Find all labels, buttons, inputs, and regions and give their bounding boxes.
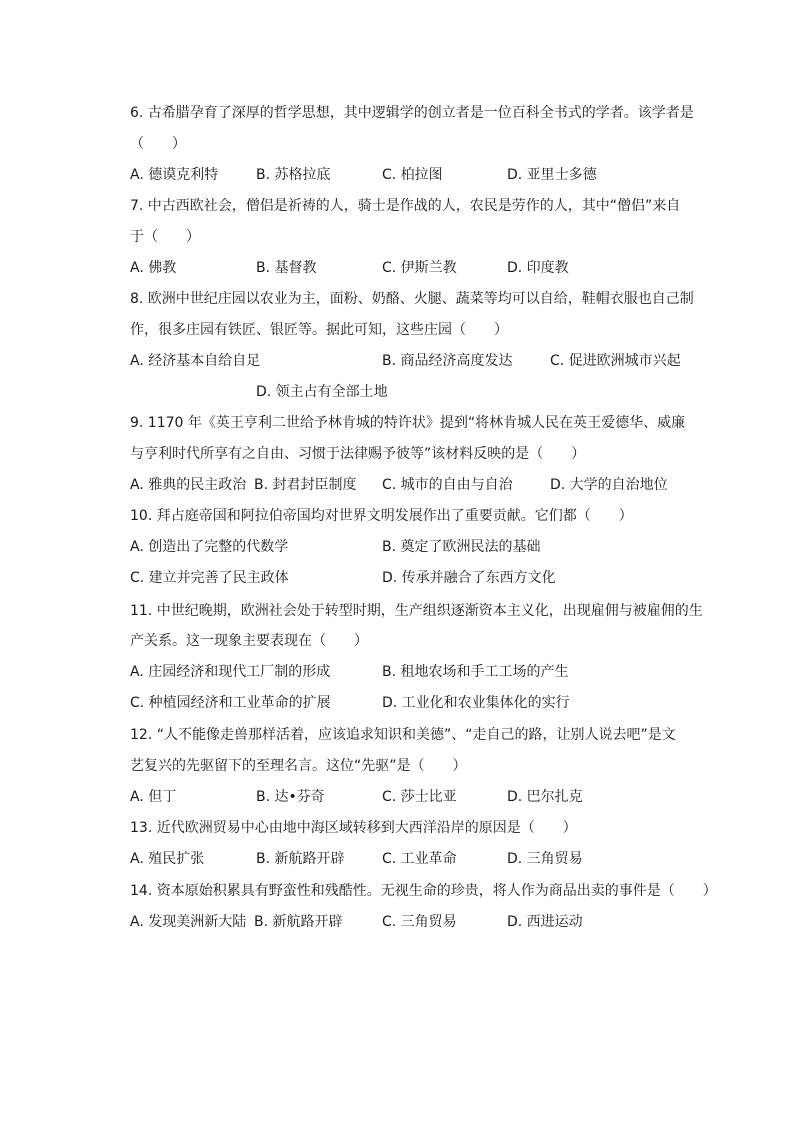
option-d[interactable]: D. 巴尔扎克 <box>507 789 583 805</box>
option-a[interactable]: A. 德谟克利特 <box>130 167 219 183</box>
option-d[interactable]: D. 工业化和农业集体化的实行 <box>382 695 570 711</box>
question-7-line-1: 7. 中古西欧社会，僧侣是祈祷的人，骑士是作战的人，农民是劳作的人，其中“僧侣”来自 <box>130 198 681 214</box>
option-b[interactable]: B. 租地农场和手工工场的产生 <box>382 664 569 680</box>
option-d[interactable]: D. 印度教 <box>507 260 569 276</box>
option-d[interactable]: D. 亚里士多德 <box>507 167 597 183</box>
option-b[interactable]: B. 新航路开辟 <box>256 851 345 867</box>
option-a[interactable]: A. 殖民扩张 <box>130 851 205 867</box>
question-8-line-2: 作，很多庄园有铁匠、银匠等。据此可知，这些庄园（ ） <box>130 322 508 338</box>
question-9-line-1: 9. 1170 年《英王亨利二世给予林肯城的特许状》提到“将林肯城人民在英王爱德华、威廉 <box>130 415 686 431</box>
option-c[interactable]: C. 种植园经济和工业革命的扩展 <box>130 695 331 711</box>
option-c[interactable]: C. 促进欧洲城市兴起 <box>550 353 681 369</box>
question-6-line-2: （ ） <box>130 136 186 152</box>
option-c[interactable]: C. 城市的自由与自治 <box>382 477 513 493</box>
option-b[interactable]: B. 基督教 <box>256 260 317 276</box>
question-12-line-1: 12. “人不能像走兽那样活着，应该追求知识和美德”、“走自己的路，让别人说去吧”是文 <box>130 727 676 743</box>
option-d[interactable]: D. 领主占有全部土地 <box>256 384 388 400</box>
option-d[interactable]: D. 西进运动 <box>507 914 583 930</box>
question-11-line-1: 11. 中世纪晚期，欧洲社会处于转型时期，生产组织逐渐资本主义化，出现雇佣与被雇佣的生 <box>130 603 703 619</box>
question-11-line-2: 产关系。这一现象主要表现在（ ） <box>130 633 368 649</box>
question-8-line-1: 8. 欧洲中世纪庄园以农业为主，面粉、奶酪、火腿、蔬菜等均可以自给，鞋帽衣服也自己制 <box>130 291 694 307</box>
option-d[interactable]: D. 传承并融合了东西方文化 <box>382 570 556 586</box>
option-c[interactable]: C. 伊斯兰教 <box>382 260 457 276</box>
option-b[interactable]: B. 商品经济高度发达 <box>382 353 513 369</box>
question-6-line-1: 6. 古希腊孕育了深厚的哲学思想，其中逻辑学的创立者是一位百科全书式的学者。该学者是 <box>130 105 694 121</box>
question-14-line-1: 14. 资本原始积累具有野蛮性和残酷性。无视生命的珍贵，将人作为商品出卖的事件是（ ） <box>130 883 717 899</box>
question-10-line-1: 10. 拜占庭帝国和阿拉伯帝国均对世界文明发展作出了重要贡献。它们都（ ） <box>130 508 633 524</box>
question-7-line-2: 于（ ） <box>130 229 200 245</box>
option-a[interactable]: A. 佛教 <box>130 260 177 276</box>
option-c[interactable]: C. 建立并完善了民主政体 <box>130 570 289 586</box>
option-a[interactable]: A. 经济基本自给自足 <box>130 353 261 369</box>
question-9-line-2: 与亨利时代所享有之自由、习惯于法律赐予彼等”该材料反映的是（ ） <box>130 446 586 462</box>
option-c[interactable]: C. 柏拉图 <box>382 167 443 183</box>
option-a[interactable]: A. 创造出了完整的代数学 <box>130 539 289 555</box>
option-b[interactable]: B. 新航路开辟 <box>254 914 343 930</box>
option-a[interactable]: A. 庄园经济和现代工厂制的形成 <box>130 664 331 680</box>
question-12-line-2: 艺复兴的先驱留下的至理名言。这位“先驱”是（ ） <box>130 758 467 774</box>
option-c[interactable]: C. 工业革命 <box>382 851 457 867</box>
option-d[interactable]: D. 大学的自治地位 <box>550 477 668 493</box>
option-d[interactable]: D. 三角贸易 <box>507 851 583 867</box>
option-c[interactable]: C. 莎士比亚 <box>382 789 457 805</box>
question-13-line-1: 13. 近代欧洲贸易中心由地中海区域转移到大西洋沿岸的原因是（ ） <box>130 820 577 836</box>
option-a[interactable]: A. 发现美洲新大陆 <box>130 914 247 930</box>
option-b[interactable]: B. 封君封臣制度 <box>254 477 357 493</box>
option-a[interactable]: A. 但丁 <box>130 789 177 805</box>
option-b[interactable]: B. 奠定了欧洲民法的基础 <box>382 539 541 555</box>
option-b[interactable]: B. 达•芬奇 <box>256 789 325 805</box>
option-b[interactable]: B. 苏格拉底 <box>256 167 331 183</box>
option-c[interactable]: C. 三角贸易 <box>382 914 457 930</box>
option-a[interactable]: A. 雅典的民主政治 <box>130 477 247 493</box>
